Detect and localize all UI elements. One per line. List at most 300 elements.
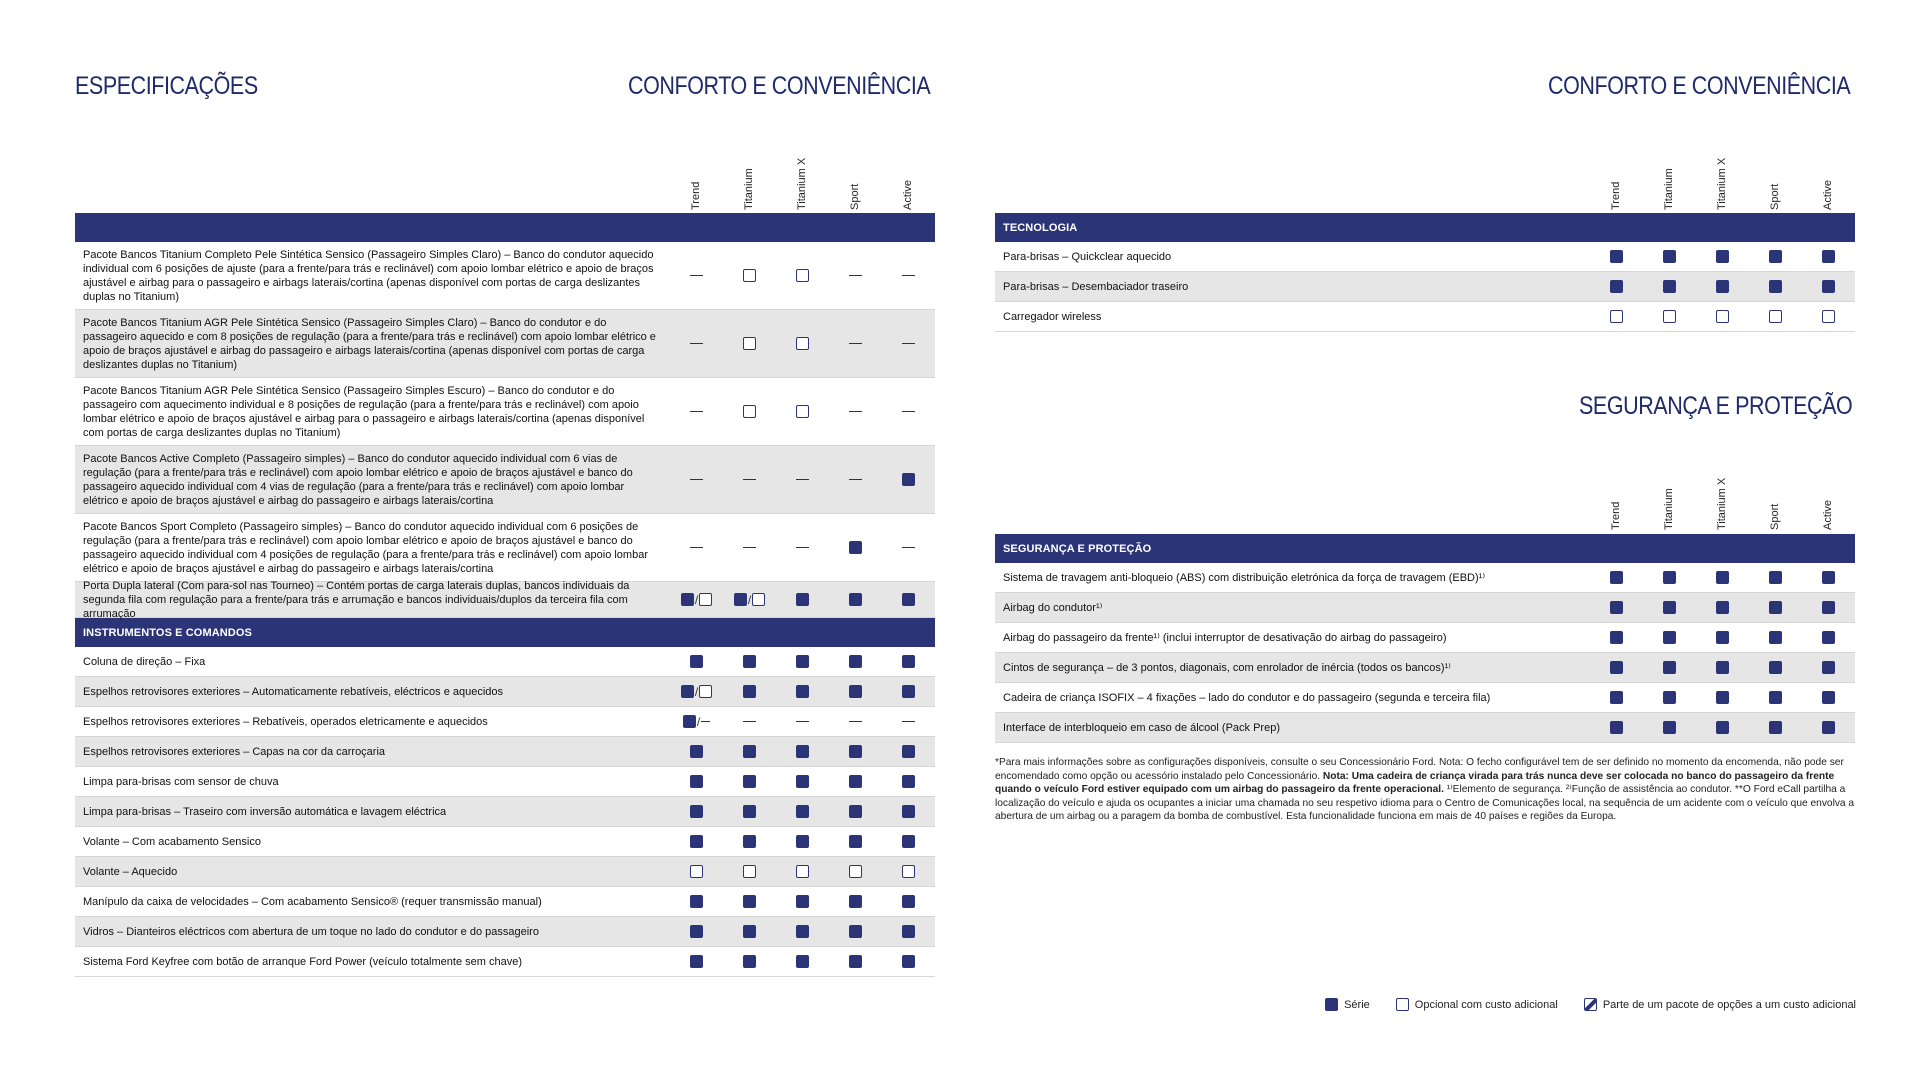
standard-square-icon [902, 955, 915, 968]
table-cell [776, 593, 829, 607]
standard-square-icon [796, 895, 809, 908]
standard-square-icon [1716, 280, 1729, 293]
table-cell [670, 865, 723, 878]
standard-square-icon [1610, 571, 1623, 584]
column-header: Sport [848, 183, 861, 210]
table-cell [882, 337, 935, 350]
optional-square-icon [1716, 310, 1729, 323]
table-cell [670, 685, 723, 699]
standard-square-icon [690, 835, 703, 848]
table-row [75, 917, 935, 947]
footnote-text-2: ¹⁾Elemento de segurança. ²⁾Função de assistência ao condutor. **O Ford eCall partilha a localização do veículo e ajuda os ocupantes a iniciar uma chamada no seu respetivo idioma para o Centro de Comunicações local, na sequência de um acidente com o veículo que envolva a abertura de um airbag ou a paragem da bomba de combustível. Esta funcionalidade funciona em mais de 40 países e regiões da Europa. [995, 784, 1855, 822]
table-cell [1749, 250, 1802, 263]
table-cell [1643, 661, 1696, 674]
column-header: Titanium [1662, 168, 1675, 210]
row-label: Carregador wireless [1003, 310, 1102, 323]
table-cell [829, 593, 882, 607]
standard-square-icon [1822, 571, 1835, 584]
row-label: Volante – Com acabamento Sensico [83, 835, 261, 848]
table-cell [776, 405, 829, 418]
not-available-dash-icon [690, 275, 703, 277]
table-row [75, 857, 935, 887]
standard-square-icon [1769, 250, 1782, 263]
table-cell [829, 745, 882, 758]
standard-square-icon [796, 685, 809, 698]
legend-item-pacote: Parte de um pacote de opções a um custo adicional [1584, 998, 1856, 1011]
table-row [995, 713, 1855, 743]
table-row [75, 242, 935, 310]
row-label: Para-brisas – Desembaciador traseiro [1003, 280, 1189, 293]
table-row [75, 310, 935, 378]
section-band-empty [75, 213, 935, 242]
table-row [75, 797, 935, 827]
table-cell [1696, 661, 1749, 674]
table-cell [1643, 601, 1696, 614]
standard-square-icon [849, 655, 862, 668]
table-cell [1749, 661, 1802, 674]
optional-square-icon [690, 865, 703, 878]
column-header: Titanium [742, 168, 755, 210]
standard-square-icon [1663, 571, 1676, 584]
table-cell [882, 473, 935, 486]
table-cell [776, 269, 829, 282]
table-cell [882, 925, 935, 938]
table-cell [829, 775, 882, 788]
standard-square-icon [1663, 721, 1676, 734]
table-row [75, 647, 935, 677]
not-available-dash-icon [849, 721, 862, 723]
table-cell [776, 655, 829, 668]
table-cell [723, 337, 776, 350]
standard-square-icon [1769, 661, 1782, 674]
not-available-dash-icon [690, 411, 703, 413]
table-cell [723, 269, 776, 282]
section-title-conforto-right: CONFORTO E CONVENIÊNCIA [1548, 72, 1851, 100]
standard-square-icon [849, 745, 862, 758]
standard-square-icon [1769, 571, 1782, 584]
not-available-dash-icon [849, 343, 862, 345]
table-cell [1802, 661, 1855, 674]
table-cell [882, 805, 935, 818]
standard-square-icon [796, 655, 809, 668]
column-header: Sport [1768, 183, 1781, 210]
column-headers-left [670, 148, 935, 210]
standard-or-optional-icon: / [681, 685, 712, 699]
table-cell [723, 685, 776, 699]
table-row [75, 767, 935, 797]
table-cell [776, 955, 829, 968]
table-cell [723, 473, 776, 486]
section-band-tecnologia: TECNOLOGIA [995, 213, 1855, 242]
not-available-dash-icon [690, 479, 703, 481]
standard-square-icon [902, 685, 915, 698]
table-row [75, 446, 935, 514]
table-row [995, 302, 1855, 332]
table-cell [1590, 310, 1643, 323]
table-cell [882, 405, 935, 418]
row-label: Espelhos retrovisores exteriores – Capas na cor da carroçaria [83, 745, 386, 758]
standard-square-icon [690, 955, 703, 968]
table-cell [882, 955, 935, 968]
table-cell [723, 775, 776, 788]
table-cell [882, 775, 935, 788]
table-cell [1802, 691, 1855, 704]
standard-square-icon [743, 955, 756, 968]
standard-square-icon [743, 925, 756, 938]
table-cell [1802, 310, 1855, 323]
table-cell [1802, 571, 1855, 584]
page-title-especificacoes: ESPECIFICAÇÕES [75, 72, 258, 100]
table-cell [723, 865, 776, 878]
table-cell [1802, 631, 1855, 644]
table-cell [670, 925, 723, 938]
table-cell [829, 715, 882, 729]
column-header: Titanium X [795, 157, 808, 210]
standard-square-icon [1610, 721, 1623, 734]
standard-square-icon [743, 835, 756, 848]
table-cell [670, 805, 723, 818]
standard-square-icon [1610, 601, 1623, 614]
table-cell [1802, 721, 1855, 734]
standard-square-icon [1610, 691, 1623, 704]
not-available-dash-icon [849, 411, 862, 413]
row-label: Sistema Ford Keyfree com botão de arranque Ford Power (veículo totalmente sem chave) [83, 955, 522, 968]
row-label: Espelhos retrovisores exteriores – Rebatíveis, operados eletricamente e aquecidos [83, 715, 488, 728]
table-cell [829, 865, 882, 878]
row-label: Para-brisas – Quickclear aquecido [1003, 250, 1172, 263]
optional-square-icon [796, 337, 809, 350]
section-title-seguranca: SEGURANÇA E PROTEÇÃO [1579, 392, 1853, 420]
standard-square-icon [902, 473, 915, 486]
table-cell [1590, 601, 1643, 614]
table-cell [670, 745, 723, 758]
standard-square-icon [743, 805, 756, 818]
standard-square-icon [743, 655, 756, 668]
table-cell [1696, 310, 1749, 323]
table-cell [776, 895, 829, 908]
table-cell [670, 835, 723, 848]
standard-square-icon [796, 955, 809, 968]
footnote-bold-text: Nota: Uma cadeira de criança virada para trás nunca deve ser colocada no banco do passageiro da frente quando o veículo Ford estiver equipado com um airbag do passageiro da frente operacional. [995, 770, 1835, 795]
optional-square-icon [902, 865, 915, 878]
table-cell [670, 715, 723, 729]
row-label: Pacote Bancos Active Completo (Passageiro simples) – Banco do condutor aquecido individual com 6 vias de regulação (para a frente/para trás e reclinável) com apoio lombar elétrico e apoio de braços ajustável e banco do passageiro aquecido individual com 4 vias de regulação (para a frente/para trás e reclinável) com apoio lombar elétrico e apoio de braços ajustável e airbag do passageiro e airbags laterais/cortina [83, 452, 633, 507]
row-label: Porta Dupla lateral (Com para-sol nas Tourneo) – Contém portas de carga laterais duplas, bancos individuais da segunda fila com regulação para a frente/para trás e arrumação e bancos individuais/duplos da terceira fila com arrumação [83, 579, 630, 620]
table-cell [1590, 280, 1643, 293]
table-cell [1749, 310, 1802, 323]
row-label: Espelhos retrovisores exteriores – Automaticamente rebatíveis, eléctricos e aquecidos [83, 685, 504, 698]
standard-square-icon [849, 775, 862, 788]
column-header: Titanium X [1715, 157, 1728, 210]
row-label: Pacote Bancos Sport Completo (Passageiro simples) – Banco do condutor aquecido individual com 6 posições de regulação (para a frente/para trás e reclinável) com apoio lombar elétrico e apoio de braços ajustável e banco do passageiro aquecido individual com 4 posições de regulação (para a frente/para trás e reclinável) com apoio lombar elétrico e apoio de braços ajustável e airbag do passageiro e airbags laterais/cortina [83, 520, 648, 575]
table-row [995, 563, 1855, 593]
standard-square-icon [902, 745, 915, 758]
table-cell [1696, 691, 1749, 704]
section-band-instrumentos: INSTRUMENTOS E COMANDOS [75, 618, 935, 647]
row-label: Airbag do passageiro da frente¹⁾ (inclui interruptor de desativação do airbag do passageiro) [1003, 631, 1447, 644]
table-cell [829, 655, 882, 668]
column-header: Trend [1609, 501, 1622, 530]
table-cell [882, 835, 935, 848]
optional-square-icon [849, 865, 862, 878]
standard-square-icon [1610, 280, 1623, 293]
table-cell [723, 835, 776, 848]
row-label: Coluna de direção – Fixa [83, 655, 206, 668]
table-cell [723, 655, 776, 668]
table-row [75, 677, 935, 707]
optional-square-icon [796, 405, 809, 418]
standard-square-icon [902, 925, 915, 938]
table-cell [723, 925, 776, 938]
table-cell [1696, 601, 1749, 614]
table-row [75, 887, 935, 917]
not-available-dash-icon [743, 479, 756, 481]
row-label: Pacote Bancos Titanium AGR Pele Sintética Sensico (Passageiro Simples Claro) – Banco do condutor e do passageiro aquecido e com 8 posições de regulação (para a frente/para trás e reclinável) com apoio lombar elétrico e apoio de braços ajustável e airbag do passageiro e airbags laterais/cortina (apenas disponível com portas de carga deslizantes duplas no Titanium) [83, 316, 656, 371]
standard-square-icon [1663, 631, 1676, 644]
table-row [995, 593, 1855, 623]
standard-square-icon [796, 805, 809, 818]
standard-square-icon [1663, 250, 1676, 263]
table-cell [670, 269, 723, 282]
table-cell [829, 955, 882, 968]
standard-square-icon [743, 775, 756, 788]
row-label: Cadeira de criança ISOFIX – 4 fixações – lado do condutor e do passageiro (segunda e terceira fila) [1003, 691, 1491, 704]
table-row [995, 272, 1855, 302]
row-label: Limpa para-brisas com sensor de chuva [83, 775, 279, 788]
row-label: Sistema de travagem anti-bloqueio (ABS) com distribuição eletrónica da força de travagem (EBD)¹⁾ [1003, 571, 1486, 584]
table-cell [776, 745, 829, 758]
standard-square-icon [690, 925, 703, 938]
column-header: Active [1821, 180, 1834, 210]
table-cell [1643, 571, 1696, 584]
table-cell [1749, 280, 1802, 293]
standard-square-icon [1822, 280, 1835, 293]
standard-square-icon [1663, 691, 1676, 704]
table-cell [670, 895, 723, 908]
table-row [75, 378, 935, 446]
standard-square-icon [796, 593, 809, 606]
standard-square-icon [690, 775, 703, 788]
table-cell [670, 337, 723, 350]
standard-square-icon [690, 805, 703, 818]
table-cell [1643, 280, 1696, 293]
row-label: Airbag do condutor¹⁾ [1003, 601, 1103, 614]
table-cell [1696, 721, 1749, 734]
standard-square-icon [796, 745, 809, 758]
column-header: Active [1821, 500, 1834, 530]
table-row [75, 827, 935, 857]
table-cell [670, 655, 723, 668]
table-cell [1696, 631, 1749, 644]
not-available-dash-icon [796, 721, 809, 723]
legend-item-opcional: Opcional com custo adicional [1396, 998, 1558, 1011]
not-available-dash-icon [902, 547, 915, 549]
table-cell [1802, 601, 1855, 614]
table-cell [670, 775, 723, 788]
standard-square-icon [902, 655, 915, 668]
table-cell [1749, 691, 1802, 704]
standard-square-icon [1822, 661, 1835, 674]
legend [1307, 998, 1856, 1011]
row-label: Cintos de segurança – de 3 pontos, diagonais, com enrolador de inércia (todos os bancos)¹⁾ [1003, 661, 1451, 674]
table-cell [1590, 721, 1643, 734]
standard-square-icon [902, 593, 915, 606]
standard-square-icon [1663, 601, 1676, 614]
table-cell [882, 655, 935, 668]
section-band-seguranca: SEGURANÇA E PROTEÇÃO [995, 534, 1855, 563]
table-cell [776, 685, 829, 699]
standard-square-icon [1822, 250, 1835, 263]
footnote [995, 756, 1855, 824]
table-cell [1802, 280, 1855, 293]
table-cell [1643, 631, 1696, 644]
optional-square-icon [796, 865, 809, 878]
standard-square-icon [902, 775, 915, 788]
standard-or-optional-icon: / [734, 593, 765, 607]
table-cell [723, 593, 776, 607]
optional-square-icon [1769, 310, 1782, 323]
table-cell [670, 955, 723, 968]
table-cell [829, 473, 882, 486]
not-available-dash-icon [690, 547, 703, 549]
table-cell [723, 541, 776, 554]
row-label: Interface de interbloqueio em caso de álcool (Pack Prep) [1003, 721, 1280, 734]
section-title-conforto-left: CONFORTO E CONVENIÊNCIA [628, 72, 931, 100]
standard-square-icon [1769, 280, 1782, 293]
standard-square-icon [1716, 601, 1729, 614]
table-cell [776, 805, 829, 818]
table-cell [1590, 691, 1643, 704]
standard-square-icon [796, 775, 809, 788]
not-available-dash-icon [796, 547, 809, 549]
table-row [75, 737, 935, 767]
not-available-dash-icon [796, 479, 809, 481]
standard-square-icon [1325, 998, 1338, 1011]
table-cell [670, 593, 723, 607]
standard-square-icon [1769, 601, 1782, 614]
table-cell [829, 541, 882, 554]
standard-square-icon [849, 895, 862, 908]
optional-square-icon [796, 269, 809, 282]
standard-or-none-icon: / [683, 715, 710, 729]
standard-square-icon [1663, 280, 1676, 293]
column-header: Titanium X [1715, 477, 1728, 530]
column-header: Trend [1609, 181, 1622, 210]
optional-square-icon [1610, 310, 1623, 323]
table-cell [1749, 631, 1802, 644]
table-cell [776, 925, 829, 938]
not-available-dash-icon [849, 479, 862, 481]
standard-square-icon [849, 541, 862, 554]
standard-square-icon [690, 745, 703, 758]
not-available-dash-icon [743, 721, 756, 723]
table-cell [829, 895, 882, 908]
not-available-dash-icon [902, 721, 915, 723]
table-cell [882, 685, 935, 699]
package-square-icon [1584, 998, 1597, 1011]
table-row [75, 947, 935, 977]
standard-square-icon [1769, 691, 1782, 704]
table-cell [670, 473, 723, 486]
standard-square-icon [1716, 661, 1729, 674]
table-cell [1749, 571, 1802, 584]
table-cell [882, 895, 935, 908]
table-cell [776, 715, 829, 729]
table-cell [882, 715, 935, 729]
standard-square-icon [1716, 691, 1729, 704]
standard-square-icon [902, 895, 915, 908]
standard-square-icon [690, 655, 703, 668]
optional-square-icon [743, 405, 756, 418]
standard-square-icon [1610, 250, 1623, 263]
table-cell [829, 925, 882, 938]
table-cell [723, 895, 776, 908]
table-cell [723, 745, 776, 758]
standard-square-icon [1716, 250, 1729, 263]
standard-square-icon [1822, 721, 1835, 734]
standard-square-icon [690, 895, 703, 908]
standard-square-icon [1610, 631, 1623, 644]
not-available-dash-icon [902, 275, 915, 277]
standard-square-icon [849, 955, 862, 968]
column-header: Titanium [1662, 488, 1675, 530]
optional-square-icon [743, 865, 756, 878]
table-cell [1802, 250, 1855, 263]
optional-square-icon [1663, 310, 1676, 323]
table-cell [829, 685, 882, 699]
table-cell [1643, 310, 1696, 323]
table-cell [829, 269, 882, 282]
table-cell [1590, 661, 1643, 674]
table-cell [776, 865, 829, 878]
table-cell [1643, 250, 1696, 263]
table-cell [776, 473, 829, 486]
table-cell [882, 593, 935, 607]
not-available-dash-icon [690, 343, 703, 345]
legend-item-serie: Série [1325, 998, 1370, 1011]
optional-square-icon [1822, 310, 1835, 323]
table-cell [1590, 250, 1643, 263]
conforto-table [75, 213, 935, 977]
row-label: Pacote Bancos Titanium Completo Pele Sintética Sensico (Passageiro Simples Claro) – Banco do condutor aquecido individual com 6 posições de ajuste (para a frente/para trás e reclinável) com apoio lombar elétrico e apoio de braços ajustável e airbag para o passageiro e airbags laterais/cortina (apenas disponível com portas de carga deslizantes duplas no Titanium) [83, 248, 654, 303]
column-header: Active [901, 180, 914, 210]
standard-square-icon [849, 835, 862, 848]
standard-square-icon [902, 805, 915, 818]
optional-square-icon [743, 337, 756, 350]
row-label: Limpa para-brisas – Traseiro com inversão automática e lavagem eléctrica [83, 805, 447, 818]
standard-square-icon [743, 685, 756, 698]
table-cell [829, 835, 882, 848]
optional-square-icon [1396, 998, 1409, 1011]
standard-square-icon [1610, 661, 1623, 674]
table-row [995, 242, 1855, 272]
standard-square-icon [796, 835, 809, 848]
not-available-dash-icon [902, 411, 915, 413]
standard-square-icon [1769, 631, 1782, 644]
table-row [75, 579, 935, 620]
footnote-text: *Para mais informações sobre as configurações disponíveis, consulte o seu Concessionário Ford. Nota: O fecho configurável tem de ser definido no momento da encomenda, não pode ser encomendado como opção ou acessório instalado pelo Concessionário. [995, 757, 1844, 782]
table-row [995, 683, 1855, 713]
standard-square-icon [902, 835, 915, 848]
table-cell [723, 405, 776, 418]
table-cell [723, 715, 776, 729]
table-cell [882, 865, 935, 878]
standard-square-icon [1716, 721, 1729, 734]
table-cell [829, 405, 882, 418]
column-header: Sport [1768, 503, 1781, 530]
table-cell [670, 405, 723, 418]
table-cell [670, 541, 723, 554]
